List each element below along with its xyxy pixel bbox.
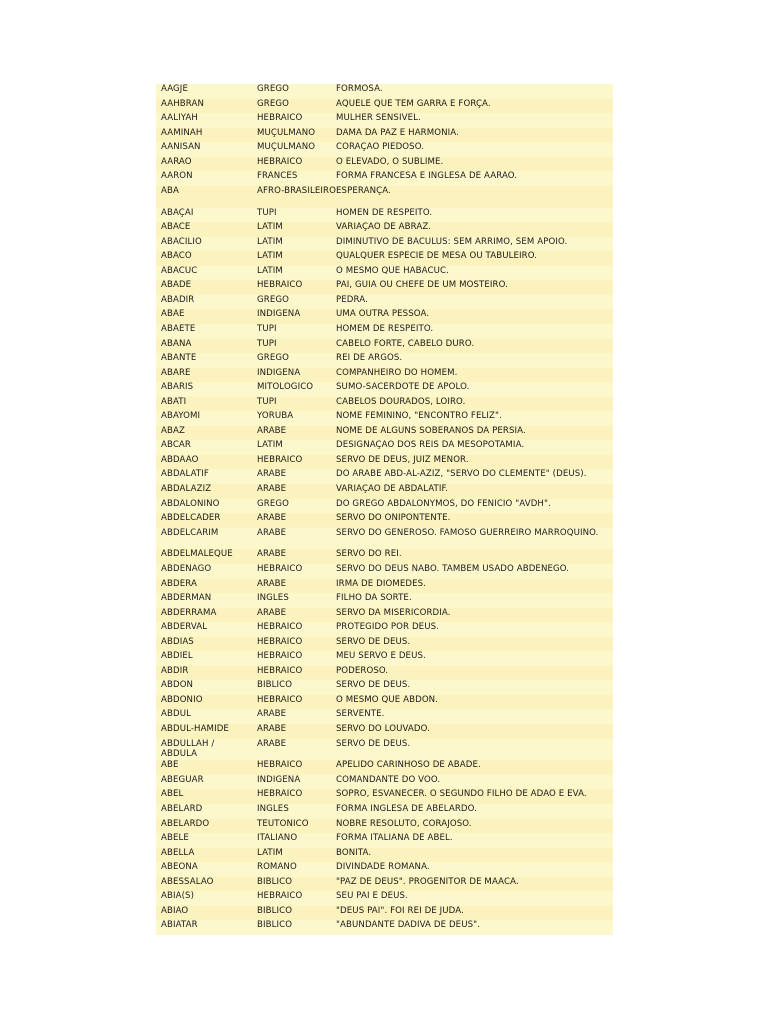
table-row [156, 295, 613, 310]
table-row [156, 99, 613, 114]
cell-name: AAGJE [161, 84, 188, 94]
cell-name: ABEGUAR [161, 774, 204, 785]
cell-name: ABATI [161, 396, 187, 407]
cell-origin: GREGO [257, 353, 289, 364]
cell-meaning: O MESMO QUE HABACUC. [336, 265, 449, 276]
cell-origin: BÍBLICO [257, 876, 293, 887]
cell-meaning: O MESMO QUE ABDON. [336, 694, 439, 705]
cell-origin: ÁRABE [257, 484, 287, 495]
cell-name: ABDIEL [161, 651, 193, 662]
cell-meaning: CABELO FORTE, CABELO DURO. [336, 338, 475, 349]
cell-meaning: IRMÃ DE DIOMEDES. [336, 578, 427, 589]
cell-name: ÁBACO [161, 251, 192, 262]
cell-meaning: NOBRE RESOLUTO, CORAJOSO. [336, 818, 472, 829]
cell-meaning: SERVO DO DEUS NABO. TAMBÉM USADO ABDÊNEGO. [336, 564, 570, 574]
cell-name: ABANA [161, 338, 192, 349]
cell-origin: HEBRAICO [257, 789, 303, 800]
cell-name: ABANTE [161, 353, 197, 364]
cell-meaning: "DEUS PAI". FOI REI DE JUDÁ. [336, 905, 464, 916]
table-row [156, 426, 613, 441]
cell-origin: MITOLÓGICO [257, 382, 314, 393]
cell-name: ABIATAR [161, 920, 198, 931]
cell-origin: INDÍGENA [257, 774, 301, 785]
cell-name: ABADE [161, 280, 192, 291]
cell-origin: ÁRABE [257, 425, 287, 436]
table-row [156, 775, 613, 790]
cell-name: ABDERMAN [161, 593, 212, 604]
cell-meaning: SOPRO, ESVANECER. O SEGUNDO FILHO DE ADÃO E EVA. [336, 789, 587, 800]
cell-meaning: NOME FEMININO, "ENCONTRO FELIZ". [336, 411, 502, 422]
cell-origin: HEBRAICO [257, 760, 303, 771]
table-row [156, 891, 613, 906]
table-row [156, 637, 613, 652]
table-row [156, 368, 613, 383]
cell-meaning: DAMA DA PAZ E HARMONIA. [336, 127, 459, 138]
table-row [156, 804, 613, 819]
table-row [156, 666, 613, 681]
table-row [156, 564, 613, 579]
cell-meaning: CORAÇÃO PIEDOSO. [336, 142, 425, 153]
table-row [156, 877, 613, 892]
cell-name: AANISAN [161, 142, 201, 153]
cell-origin: HEBRAICO [257, 280, 303, 291]
cell-name: ABACUC [161, 265, 198, 276]
table-row [156, 593, 613, 608]
cell-name: ABELLA [161, 847, 195, 858]
table-row [156, 411, 613, 426]
cell-meaning: MEU SERVO É DEUS. [336, 651, 426, 662]
cell-meaning: DESIGNAÇÃO DOS REIS DA MESOPOTÂMIA. [336, 440, 525, 451]
cell-origin: INGLÊS [257, 804, 289, 814]
cell-origin: HEBRAICO [257, 156, 303, 167]
table-row [156, 237, 613, 252]
cell-name: ABDUL [161, 709, 191, 720]
table-row [156, 906, 613, 921]
table-row [156, 819, 613, 834]
table-row [156, 513, 613, 528]
cell-origin: ÁRABE [257, 513, 287, 524]
cell-name: ABEL [161, 789, 184, 800]
cell-name: ABDALÔNINO [161, 498, 220, 509]
cell-meaning: FORMA FRANCESA E INGLESA DE AARÃO. [336, 171, 518, 182]
table-row [156, 579, 613, 594]
table-row [156, 499, 613, 514]
cell-meaning: SERVO DE DEUS, JUIZ MENOR. [336, 454, 469, 465]
cell-name: ABARÉ [161, 367, 191, 378]
cell-origin: INDÍGENA [257, 309, 301, 320]
table-row [156, 680, 613, 695]
cell-meaning: FILHO DA SORTE. [336, 593, 412, 604]
cell-name: ABELARDO [161, 818, 210, 829]
cell-name: ABCAR [161, 440, 191, 451]
cell-meaning: COMPANHEIRO DO HOMEM. [336, 367, 458, 378]
table-row [156, 222, 613, 237]
cell-name: AARON [161, 171, 193, 182]
cell-name: ABACÍLIO [161, 236, 202, 247]
cell-name: ABDULLAH / ABDULA [161, 738, 215, 759]
cell-meaning: SEU PAI É DEUS. [336, 891, 408, 902]
cell-origin: ÁRABE [257, 724, 287, 735]
cell-origin: HEBRAICO [257, 622, 303, 633]
cell-name: ABDIR [161, 665, 189, 676]
cell-name: ABDÉNAGO [161, 564, 212, 574]
cell-name: AALIYAH [161, 113, 198, 124]
cell-meaning: SERVO DE DEUS. [336, 680, 411, 691]
table-row [156, 622, 613, 637]
cell-meaning: PEDRA. [336, 294, 368, 305]
cell-meaning: SERVO DO GENEROSO. FAMOSO GUERREIRO MARROQUINO. [336, 527, 599, 538]
cell-origin: LATIM [257, 251, 283, 262]
cell-meaning: COMANDANTE DO VÔO. [336, 774, 441, 785]
cell-name: ABDON [161, 680, 194, 691]
cell-name: ABELARD [161, 804, 203, 814]
table-row [156, 208, 613, 223]
table-row [156, 157, 613, 172]
table-row [156, 760, 613, 775]
cell-meaning: "PAZ DE DEUS". PROGENITOR DE MAACÁ. [336, 876, 519, 887]
cell-meaning: FORMOSA. [336, 84, 383, 94]
cell-origin: ROMANO [257, 862, 297, 873]
cell-origin: BÍBLICO [257, 920, 293, 931]
cell-name: ABÁRIS [161, 382, 194, 393]
cell-name: AARÃO [161, 156, 192, 167]
cell-name: ABDERVAL [161, 622, 208, 633]
cell-meaning: HOMEN DE RESPEITO. [336, 207, 433, 218]
cell-origin: TUPI [257, 324, 277, 334]
cell-meaning: "ABUNDANTE DÁDIVA DE DEUS". [336, 920, 481, 931]
cell-meaning: DIVINDADE ROMANA. [336, 862, 430, 873]
cell-origin: ÁRABE [257, 469, 287, 480]
table-row [156, 833, 613, 848]
cell-origin: HEBRAICO [257, 694, 303, 705]
cell-origin: FRANCÊS [257, 171, 298, 182]
cell-meaning: FORMA INGLESA DE ABELARDO. [336, 804, 477, 814]
cell-origin: TUPI [257, 207, 277, 218]
cell-name: ABDAÃO [161, 454, 199, 465]
cell-origin: TUPI [257, 396, 277, 407]
cell-name: ABDERRAMÃ [161, 607, 217, 618]
cell-origin: TEUTÔNICO [257, 818, 309, 829]
table-row [156, 695, 613, 710]
cell-meaning: CABELOS DOURADOS, LOIRO. [336, 396, 466, 407]
cell-name: ABDELCÁDER [161, 513, 221, 524]
cell-origin: ÁRABE [257, 549, 287, 560]
cell-meaning: PROTEGIDO POR DEUS. [336, 622, 439, 633]
table-row [156, 397, 613, 412]
cell-origin: AFRO-BRASILEIRO [257, 185, 336, 196]
cell-name: ABÁZ [161, 425, 185, 436]
cell-origin: YORUBÁ [257, 411, 294, 422]
cell-meaning: FORMA ITALIANA DE ABEL. [336, 833, 453, 844]
cell-name: ABAÉ [161, 309, 185, 320]
table-row [156, 186, 613, 208]
cell-meaning: NOME DE ALGUNS SOBERANOS DA PÉRSIA. [336, 425, 526, 436]
cell-name: ABDIAS [161, 636, 194, 647]
cell-meaning: MULHER SENSÍVEL. [336, 113, 421, 124]
table-row [156, 440, 613, 455]
cell-meaning: SERVO DE DEUS. [336, 738, 411, 749]
cell-origin: HEBRAICO [257, 564, 303, 574]
table-row [156, 324, 613, 339]
cell-origin: ÁRABE [257, 607, 287, 618]
table-row [156, 709, 613, 724]
table-row [156, 84, 613, 99]
cell-meaning: SERVO DO ONIPONTENTE. [336, 513, 451, 524]
cell-meaning: DIMINUTIVO DE BACULUS: SEM ARRIMO, SEM APOIO. [336, 236, 568, 247]
table-row [156, 549, 613, 564]
cell-meaning: DO GREGO ABDALONYMOS, DO FENÍCIO "AVDH". [336, 498, 551, 509]
cell-name: ABIÃO [161, 905, 189, 916]
cell-origin: ÁRABE [257, 527, 287, 538]
cell-origin: ÁRABE [257, 709, 287, 720]
cell-name: AAMINAH [161, 127, 203, 138]
table-row [156, 651, 613, 666]
cell-name: ABESSALÃO [161, 876, 214, 887]
cell-meaning: PAI, GUIA OU CHEFE DE UM MOSTEIRO. [336, 280, 508, 291]
table-row [156, 280, 613, 295]
table-row [156, 382, 613, 397]
cell-origin: LATIM [257, 440, 283, 451]
cell-name: ABAYOMI [161, 411, 201, 422]
cell-name: ABELE [161, 833, 189, 844]
cell-meaning: SERVO DO LOUVADO. [336, 724, 430, 735]
table-row [156, 455, 613, 470]
table-row [156, 739, 613, 761]
cell-origin: MUÇULMANO [257, 127, 316, 138]
table-row [156, 484, 613, 499]
cell-origin: INGLÊS [257, 593, 289, 604]
cell-origin: LATIM [257, 236, 283, 247]
cell-origin: INDÍGENA [257, 367, 301, 378]
cell-meaning: PODEROSO. [336, 665, 389, 676]
names-table [156, 84, 613, 935]
table-row [156, 848, 613, 863]
cell-name: ABAETÉ [161, 324, 196, 334]
cell-name: ABEONA [161, 862, 198, 873]
cell-origin: HEBRAICO [257, 651, 303, 662]
cell-name: ABDELMÁLEQUE [161, 549, 233, 560]
table-row [156, 113, 613, 128]
cell-origin: LATIM [257, 265, 283, 276]
cell-origin: BÍBLICO [257, 680, 293, 691]
table-row [156, 862, 613, 877]
cell-name: ABIA(S) [161, 891, 195, 902]
cell-name: ABDUL-HAMIDÉ [161, 724, 229, 735]
cell-meaning: REI DE ARGOS. [336, 353, 403, 364]
cell-origin: LATIM [257, 222, 283, 233]
cell-origin: TUPI [257, 338, 277, 349]
table-row [156, 339, 613, 354]
cell-name: ABDÔNIO [161, 694, 203, 705]
table-row [156, 469, 613, 484]
table-row [156, 608, 613, 623]
cell-name: ABDELCARIM [161, 527, 219, 538]
cell-origin: HEBRAICO [257, 454, 303, 465]
table-row [156, 266, 613, 281]
cell-origin: GREGO [257, 84, 289, 94]
cell-meaning: QUALQUER ESPÉCIE DE MESA OU TABULEIRO. [336, 251, 538, 262]
cell-origin: ÁRABE [257, 578, 287, 589]
cell-name: ABDALATIF [161, 469, 209, 480]
table-row [156, 789, 613, 804]
cell-meaning: UMA OUTRA PESSOA. [336, 309, 430, 320]
table-row [156, 528, 613, 550]
cell-meaning: SERVO DE DEUS. [336, 636, 411, 647]
cell-meaning: AQUELE QUE TEM GARRA E FORÇA. [336, 98, 491, 109]
cell-name: AAHBRAN [161, 98, 204, 109]
cell-origin: GREGO [257, 98, 289, 109]
table-row [156, 724, 613, 739]
cell-origin: LATIM [257, 847, 283, 858]
cell-meaning: ESPERANÇA. [336, 185, 391, 196]
cell-name: ABÁ [161, 185, 179, 196]
table-row [156, 309, 613, 324]
cell-name: ABDALAZIZ [161, 484, 212, 495]
cell-name: ABDERA [161, 578, 197, 589]
cell-origin: HEBRAICO [257, 891, 303, 902]
table-row [156, 128, 613, 143]
cell-origin: ÁRABE [257, 738, 287, 749]
cell-origin: ITALIANO [257, 833, 298, 844]
cell-meaning: BONITA. [336, 847, 372, 858]
table-row [156, 142, 613, 157]
cell-meaning: VARIAÇÃO DE ABRAZ. [336, 222, 432, 233]
cell-name: ABACE [161, 222, 191, 233]
cell-meaning: SERVO DO REI. [336, 549, 402, 560]
cell-origin: GREGO [257, 498, 289, 509]
cell-origin: BÍBLICO [257, 905, 293, 916]
cell-origin: HEBRAICO [257, 113, 303, 124]
table-row [156, 251, 613, 266]
cell-origin: GREGO [257, 294, 289, 305]
cell-meaning: SERVO DA MISERICÓRDIA. [336, 607, 451, 618]
cell-meaning: VARIAÇÃO DE ABDALATIF. [336, 484, 449, 495]
table-row [156, 171, 613, 186]
table-row [156, 920, 613, 935]
cell-name: ABAÇAI [161, 207, 194, 218]
names-table-body [156, 84, 613, 935]
cell-name: ABADIR [161, 294, 195, 305]
table-row [156, 353, 613, 368]
cell-meaning: SUMO-SACERDOTE DE APOLO. [336, 382, 470, 393]
cell-meaning: O ELEVADO, O SUBLIME. [336, 156, 444, 167]
cell-meaning: DO ÁRABE ABD-AL-AZIZ, "SERVO DO CLEMENTE" (DEUS). [336, 469, 587, 480]
cell-meaning: SERVENTE. [336, 709, 385, 720]
cell-meaning: APELIDO CARINHOSO DE ABADE. [336, 760, 481, 771]
cell-origin: MUÇULMANO [257, 142, 316, 153]
cell-meaning: HOMEM DE RESPEITO. [336, 324, 434, 334]
cell-origin: HEBRAICO [257, 636, 303, 647]
cell-origin: HEBRAICO [257, 665, 303, 676]
cell-name: ABE [161, 760, 179, 771]
